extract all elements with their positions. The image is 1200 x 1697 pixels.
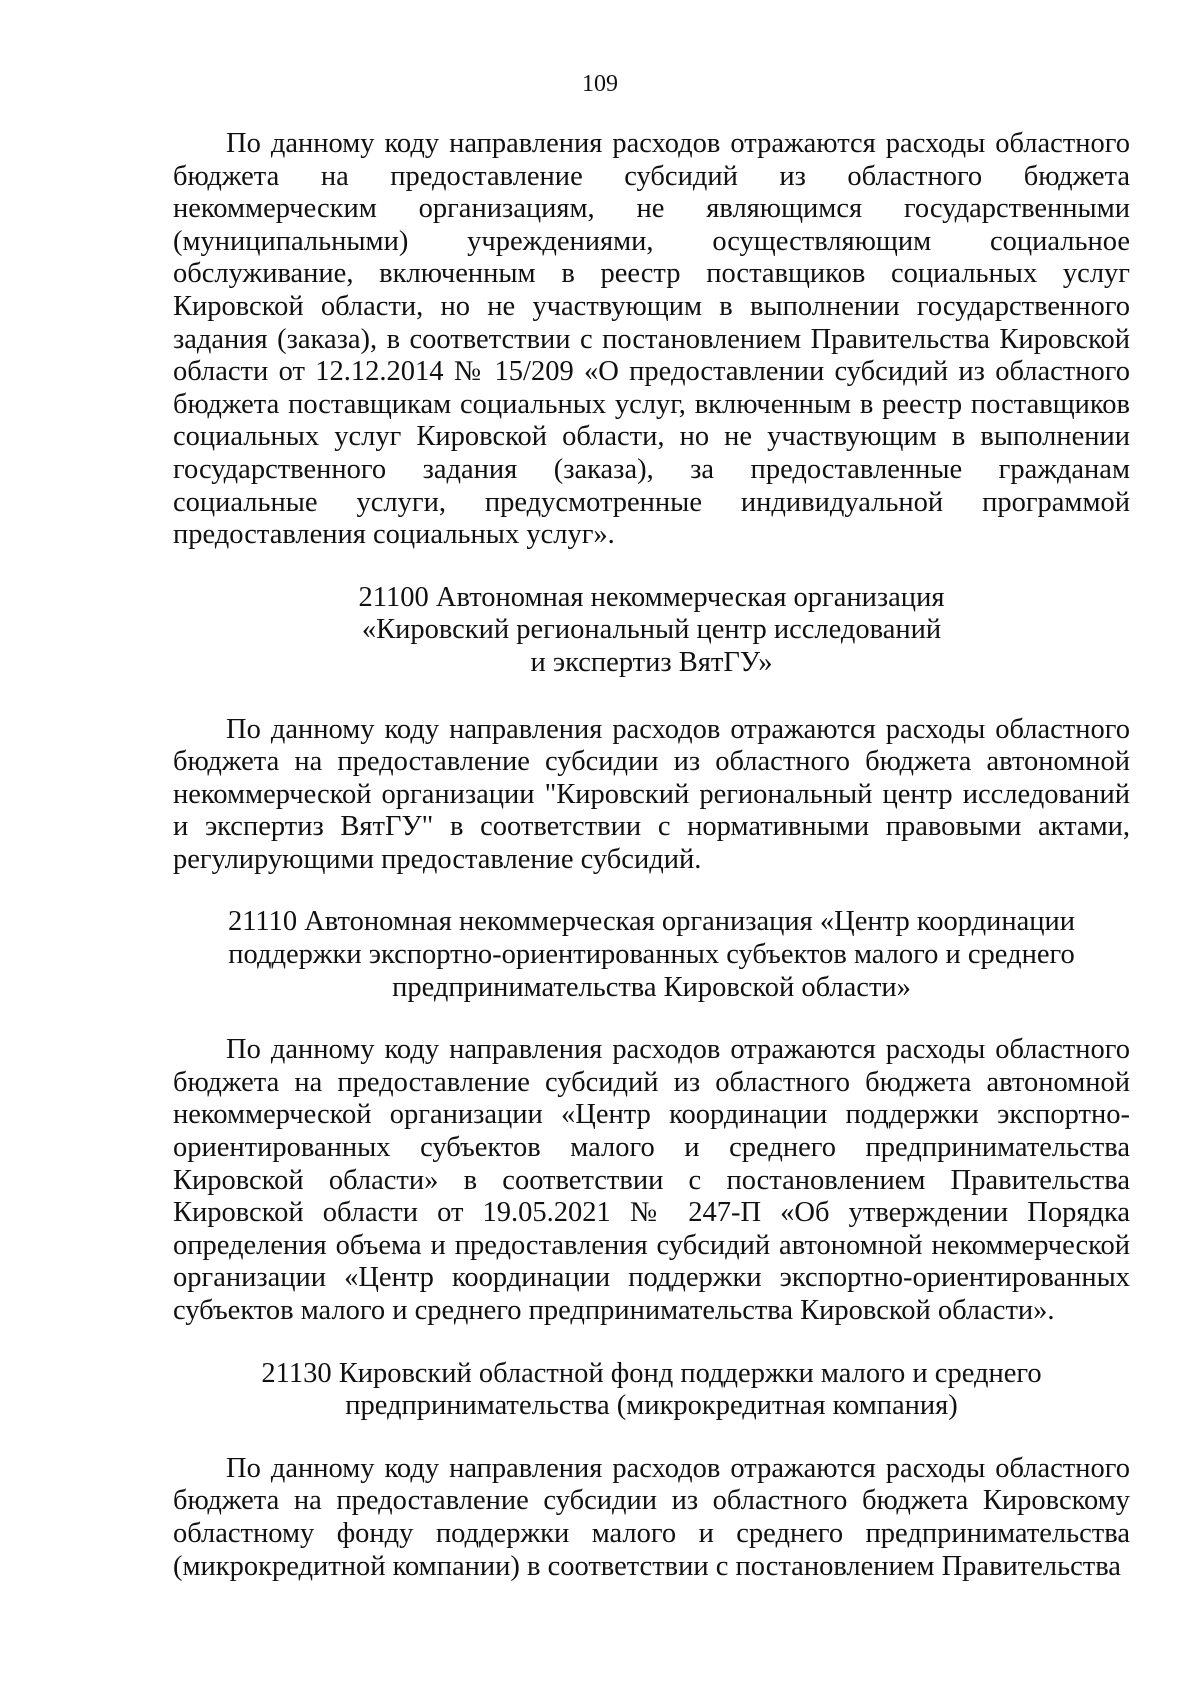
heading-line: «Кировский региональный центр исследований [361,614,942,646]
page-number: 109 [582,71,618,97]
heading-21100 [173,582,1130,680]
heading-line: 21130 Кировский областной фонд поддержки малого и среднего [261,1357,1042,1389]
heading-21130 [173,1358,1130,1423]
heading-line: и экспертиз ВятГУ» [530,646,773,678]
heading-line: 21100 Автономная некоммерческая организация [358,581,945,613]
heading-line: 21110 Автономная некоммерческая организация «Центр координации [227,906,1076,938]
heading-line: поддержки экспортно-ориентированных субъектов малого и среднего [228,939,1075,971]
heading-line: предпринимательства (микрокредитная компания) [345,1390,958,1422]
document-body [173,128,1130,1583]
paragraph-21130: По данному коду направления расходов отражаются расходы областного бюджета на предоставление субсидии из областного бюджета Кировскому областному фонду поддержки малого и среднего предпринимательства (микрокредитной компании) в соответствии с постановлением Правительства [173,1452,1130,1582]
heading-line: предпринимательства Кировской области» [392,971,911,1003]
heading-21110 [173,906,1130,1004]
paragraph-subsidies-social-services: По данному коду направления расходов отражаются расходы областного бюджета на предоставление субсидий из областного бюджета некоммерческим организациям, не являющимся государственными (муниципальными) учреждениями, осуществляющим социальное обслуживание, включенным в реестр поставщиков социальных услуг Кировской области, но не участвующим в выполнении государственного задания (заказа), в соответствии с постановлением Правительства Кировской области от 12.12.2014 № 15/209 «О предоставлении субсидий из областного бюджета поставщикам социальных услуг, включенным в реестр поставщиков социальных услуг Кировской области, но не участвующим в выполнении государственного задания (заказа), за предоставленные гражданам социальные услуги, предусмотренные индивидуальной программой предоставления социальных услуг». [173,128,1130,551]
paragraph-21110: По данному коду направления расходов отражаются расходы областного бюджета на предоставление субсидий из областного бюджета автономной некоммерческой организации «Центр координации поддержки экспортно-ориентированных субъектов малого и среднего предпринимательства Кировской области» в соответствии с постановлением Правительства Кировской области от 19.05.2021 № 247-П «Об утверждении Порядка определения объема и предоставления субсидий автономной некоммерческой организации «Центр координации поддержки экспортно-ориентированных субъектов малого и среднего предпринимательства Кировской области». [173,1034,1130,1326]
paragraph-21100: По данному коду направления расходов отражаются расходы областного бюджета на предоставление субсидии из областного бюджета автономной некоммерческой организации "Кировский региональный центр исследований и экспертиз ВятГУ" в соответствии с нормативными правовыми актами, регулирующими предоставление субсидий. [173,713,1130,875]
